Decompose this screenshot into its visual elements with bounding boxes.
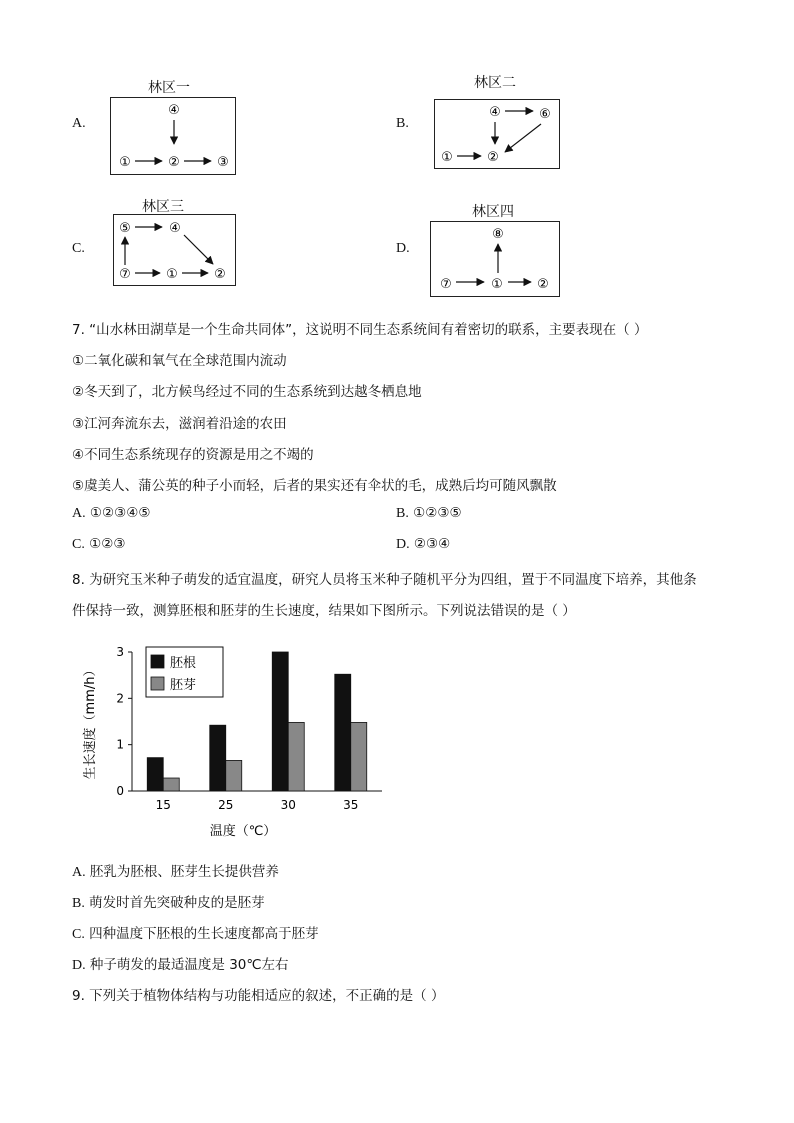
chart-bar bbox=[335, 674, 351, 791]
chart-y-axis-label: 生长速度（mm/h） bbox=[83, 663, 98, 780]
q8-stem-line-1: 8. 为研究玉米种子萌发的适宜温度，研究人员将玉米种子随机平分为四组，置于不同温度下培养，其他条 bbox=[72, 572, 697, 588]
q7-option-d-text: ②③④ bbox=[413, 536, 451, 552]
chart-legend bbox=[146, 647, 223, 697]
forest-c-node-4: ④ bbox=[169, 221, 181, 236]
chart-x-tick-label: 35 bbox=[343, 798, 359, 812]
chart-bar bbox=[210, 725, 226, 791]
q8-option-b[interactable] bbox=[72, 891, 265, 912]
q8-option-c-text: 四种温度下胚根的生长速度都高于胚芽 bbox=[89, 926, 319, 942]
forest-b-arrow-6-2 bbox=[505, 124, 541, 152]
q8-option-c[interactable] bbox=[72, 922, 319, 943]
chart-bar bbox=[272, 652, 288, 791]
forest-c-node-5: ⑤ bbox=[119, 221, 131, 236]
chart-y-tick-label: 3 bbox=[116, 645, 124, 659]
option-b-letter: B. bbox=[396, 116, 409, 131]
q7-option-c[interactable] bbox=[72, 536, 125, 553]
q7-statement-5: ⑤虞美人、蒲公英的种子小而轻，后者的果实还有伞状的毛，成熟后均可随风飘散 bbox=[72, 478, 557, 494]
forest-a-diagram bbox=[111, 98, 235, 174]
q8-option-b-letter: B. bbox=[72, 896, 85, 911]
option-a-letter: A. bbox=[72, 116, 86, 131]
chart-legend-swatch bbox=[151, 655, 164, 668]
chart-bar bbox=[147, 758, 163, 791]
forest-d-title: 林区四 bbox=[472, 204, 514, 220]
q7-option-d[interactable] bbox=[396, 536, 450, 553]
q7-statement-3: ③江河奔流东去，滋润着沿途的农田 bbox=[72, 416, 287, 432]
q8-option-d-text: 种子萌发的最适温度是 30℃左右 bbox=[89, 957, 289, 973]
forest-d-box bbox=[430, 221, 560, 297]
forest-c-diagram bbox=[114, 215, 235, 285]
chart-y-tick-label: 0 bbox=[116, 784, 124, 798]
q9-stem: 9. 下列关于植物体结构与功能相适应的叙述，不正确的是（ ） bbox=[72, 988, 445, 1004]
q8-option-d-letter: D. bbox=[72, 958, 86, 973]
forest-c-title: 林区三 bbox=[142, 199, 184, 215]
forest-b-node-4: ④ bbox=[489, 105, 501, 120]
q7-option-a-text: ①②③④⑤ bbox=[89, 505, 151, 521]
chart-y-tick-label: 1 bbox=[116, 737, 124, 752]
chart-legend-swatch bbox=[151, 677, 164, 690]
forest-a-node-1: ① bbox=[119, 155, 131, 170]
chart-bar bbox=[163, 778, 179, 791]
q7-option-d-letter: D. bbox=[396, 537, 410, 552]
chart-legend-label: 胚根 bbox=[170, 656, 197, 671]
forest-c-node-7: ⑦ bbox=[119, 267, 131, 282]
forest-d-node-8: ⑧ bbox=[492, 227, 504, 242]
forest-c-node-2: ② bbox=[214, 267, 226, 282]
q8-option-a-text: 胚乳为胚根、胚芽生长提供营养 bbox=[89, 864, 279, 880]
forest-b-node-2: ② bbox=[487, 150, 499, 165]
q7-option-c-text: ①②③ bbox=[89, 536, 126, 552]
q7-statement-4: ④不同生态系统现存的资源是用之不竭的 bbox=[72, 447, 314, 463]
forest-d-diagram bbox=[431, 222, 559, 296]
option-d-letter: D. bbox=[396, 241, 410, 256]
chart-x-axis-label: 温度（℃） bbox=[209, 824, 277, 839]
q8-option-a-letter: A. bbox=[72, 865, 86, 880]
chart-y-tick-label: 2 bbox=[116, 691, 124, 706]
q8-option-a[interactable] bbox=[72, 860, 279, 881]
q7-option-b-text: ①②③⑤ bbox=[413, 505, 462, 521]
chart-x-tick-label: 30 bbox=[280, 798, 296, 812]
chart-x-tick-label: 25 bbox=[218, 798, 234, 812]
forest-a-node-2: ② bbox=[168, 155, 180, 170]
forest-d-node-1: ① bbox=[491, 277, 503, 292]
forest-b-diagram bbox=[435, 100, 559, 168]
q8-option-d[interactable] bbox=[72, 953, 289, 974]
forest-b-box bbox=[434, 99, 560, 169]
chart-bar bbox=[351, 722, 367, 791]
chart-x-tick-label: 15 bbox=[155, 798, 171, 812]
option-c-letter: C. bbox=[72, 241, 85, 256]
q7-option-a-letter: A. bbox=[72, 506, 86, 521]
forest-b-title: 林区二 bbox=[474, 75, 516, 91]
forest-a-title: 林区一 bbox=[148, 80, 190, 96]
q7-option-c-letter: C. bbox=[72, 537, 85, 552]
forest-c-node-1: ① bbox=[166, 267, 178, 282]
q7-stem: 7. “山水林田湖草是一个生命共同体”，这说明不同生态系统间有着密切的联系，主要表现在（ ） bbox=[72, 322, 648, 338]
forest-a-node-4: ④ bbox=[168, 103, 180, 118]
q8-option-c-letter: C. bbox=[72, 927, 85, 942]
forest-b-node-1: ① bbox=[441, 150, 453, 165]
forest-d-node-7: ⑦ bbox=[440, 277, 452, 292]
q8-stem-line-2: 件保持一致，测算胚根和胚芽的生长速度，结果如下图所示。下列说法错误的是（ ） bbox=[72, 603, 576, 619]
q7-option-b-letter: B. bbox=[396, 506, 409, 521]
chart-bar bbox=[226, 760, 242, 791]
chart-legend-label: 胚芽 bbox=[170, 678, 197, 693]
q7-statement-2: ②冬天到了，北方候鸟经过不同的生态系统到达越冬栖息地 bbox=[72, 384, 422, 400]
q7-option-a[interactable] bbox=[72, 505, 150, 522]
forest-d-node-2: ② bbox=[537, 277, 549, 292]
growth-rate-bar-chart bbox=[80, 635, 400, 840]
chart-bar bbox=[288, 722, 304, 791]
q8-option-b-text: 萌发时首先突破种皮的是胚芽 bbox=[89, 895, 265, 911]
q7-option-b[interactable] bbox=[396, 505, 462, 522]
forest-c-box bbox=[113, 214, 236, 286]
forest-b-node-6: ⑥ bbox=[539, 107, 551, 122]
forest-c-arrow-4-2 bbox=[184, 235, 213, 264]
forest-a-box bbox=[110, 97, 236, 175]
q7-statement-1: ①二氧化碳和氧气在全球范围内流动 bbox=[72, 353, 287, 369]
forest-a-node-3: ③ bbox=[217, 155, 229, 170]
